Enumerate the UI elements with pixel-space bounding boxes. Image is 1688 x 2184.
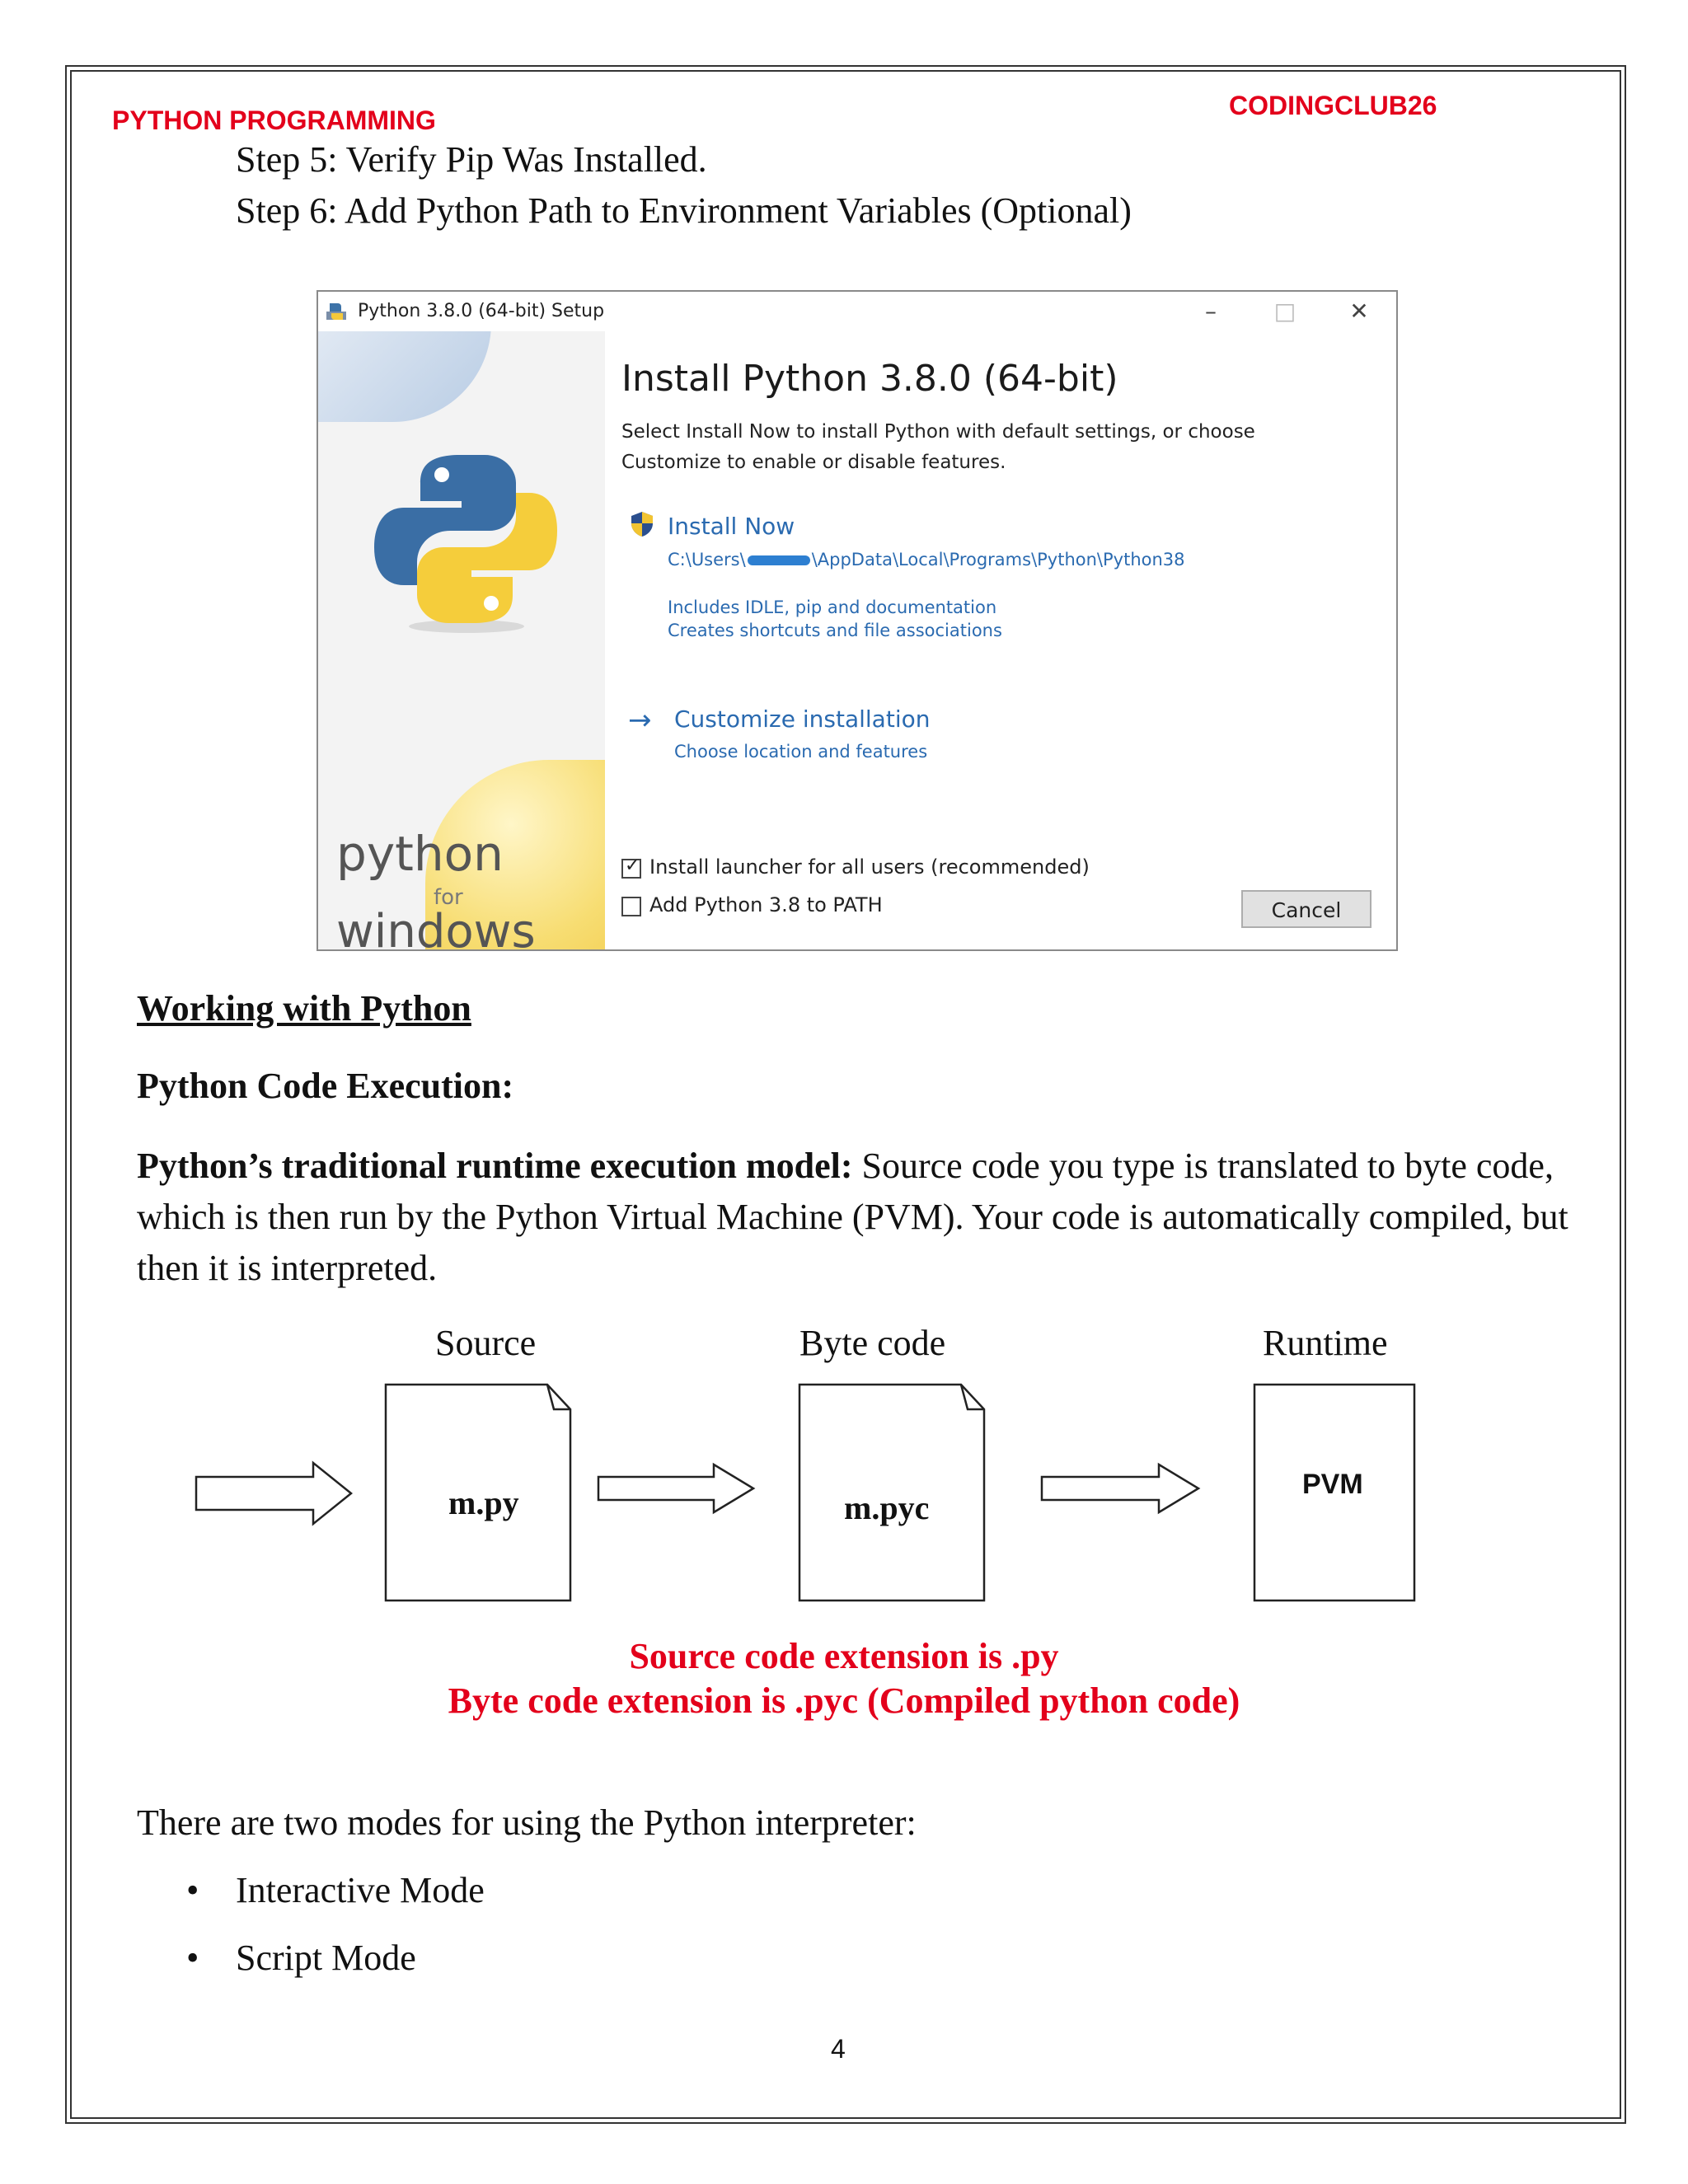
dialog-title: Python 3.8.0 (64-bit) Setup [358,301,605,321]
paragraph-lead: Python’s traditional runtime execution model: [137,1146,853,1186]
header-left: PYTHON PROGRAMMING [112,105,436,135]
description-line-1: Select Install Now to install Python with default settings, or choose [621,421,1255,443]
note-source-extension: Source code extension is .py [629,1636,1059,1676]
customize-installation-link[interactable]: Customize installation [674,705,931,733]
diagram-label-runtime: Runtime [1263,1323,1388,1363]
arrow-input [196,1463,351,1524]
paragraph-body: Source code you type is translated to byte code, which is then run by the Python Virtual Machine (PVM). Your code is automatically compiled, but then it is interpreted. [137,1146,1568,1288]
modes-intro: There are two modes for using the Python interpreter: [137,1802,917,1843]
section-heading: Working with Python [137,988,471,1029]
header-right: CODINGCLUB26 [1229,91,1437,120]
install-heading: Install Python 3.8.0 (64-bit) [621,358,1118,400]
brand-python-text: python [336,826,504,882]
checkmark-icon: ✓ [625,855,640,876]
description-line-2: Customize to enable or disable features. [621,452,1006,473]
mode-item-script: Script Mode [236,1938,416,1978]
minimize-button[interactable]: – [1205,298,1217,325]
arrow-source-to-bytecode [598,1465,753,1512]
diagram-label-source: Source [435,1323,537,1363]
creates-shortcuts-text: Creates shortcuts and file associations [668,621,1002,640]
step-5-text: Step 5: Verify Pip Was Installed. [236,139,707,180]
install-path-prefix: C:\Users\ [668,550,746,569]
note-bytecode-extension: Byte code extension is .pyc (Compiled python code) [448,1680,1240,1721]
brand-for-text: for [434,885,463,910]
file-name-runtime: PVM [1302,1469,1363,1500]
install-now-link[interactable]: Install Now [668,513,795,540]
maximize-button[interactable]: □ [1273,298,1296,325]
bullet-marker: • [186,1870,199,1910]
cancel-button[interactable]: Cancel [1241,890,1372,928]
file-name-bytecode: m.pyc [844,1489,930,1526]
bullet-marker: • [186,1938,199,1978]
brand-windows-text: windows [336,905,536,951]
step-6-text: Step 6: Add Python Path to Environment Variables (Optional) [236,190,1132,231]
subsection-heading: Python Code Execution: [137,1066,514,1106]
arrow-right-icon: → [628,704,652,737]
page-number: 4 [831,2034,846,2064]
mode-item-interactive: Interactive Mode [236,1870,485,1910]
close-button[interactable]: ✕ [1349,298,1369,325]
install-launcher-label[interactable]: Install launcher for all users (recommended) [649,855,1090,879]
install-path-suffix: \AppData\Local\Programs\Python\Python38 [811,550,1185,569]
choose-location-text: Choose location and features [674,742,928,762]
diagram-label-bytecode: Byte code [799,1323,946,1363]
arrow-bytecode-to-runtime [1042,1465,1198,1512]
includes-idle-text: Includes IDLE, pip and documentation [668,598,997,617]
add-to-path-label[interactable]: Add Python 3.8 to PATH [649,893,883,916]
file-name-source: m.py [448,1484,519,1521]
